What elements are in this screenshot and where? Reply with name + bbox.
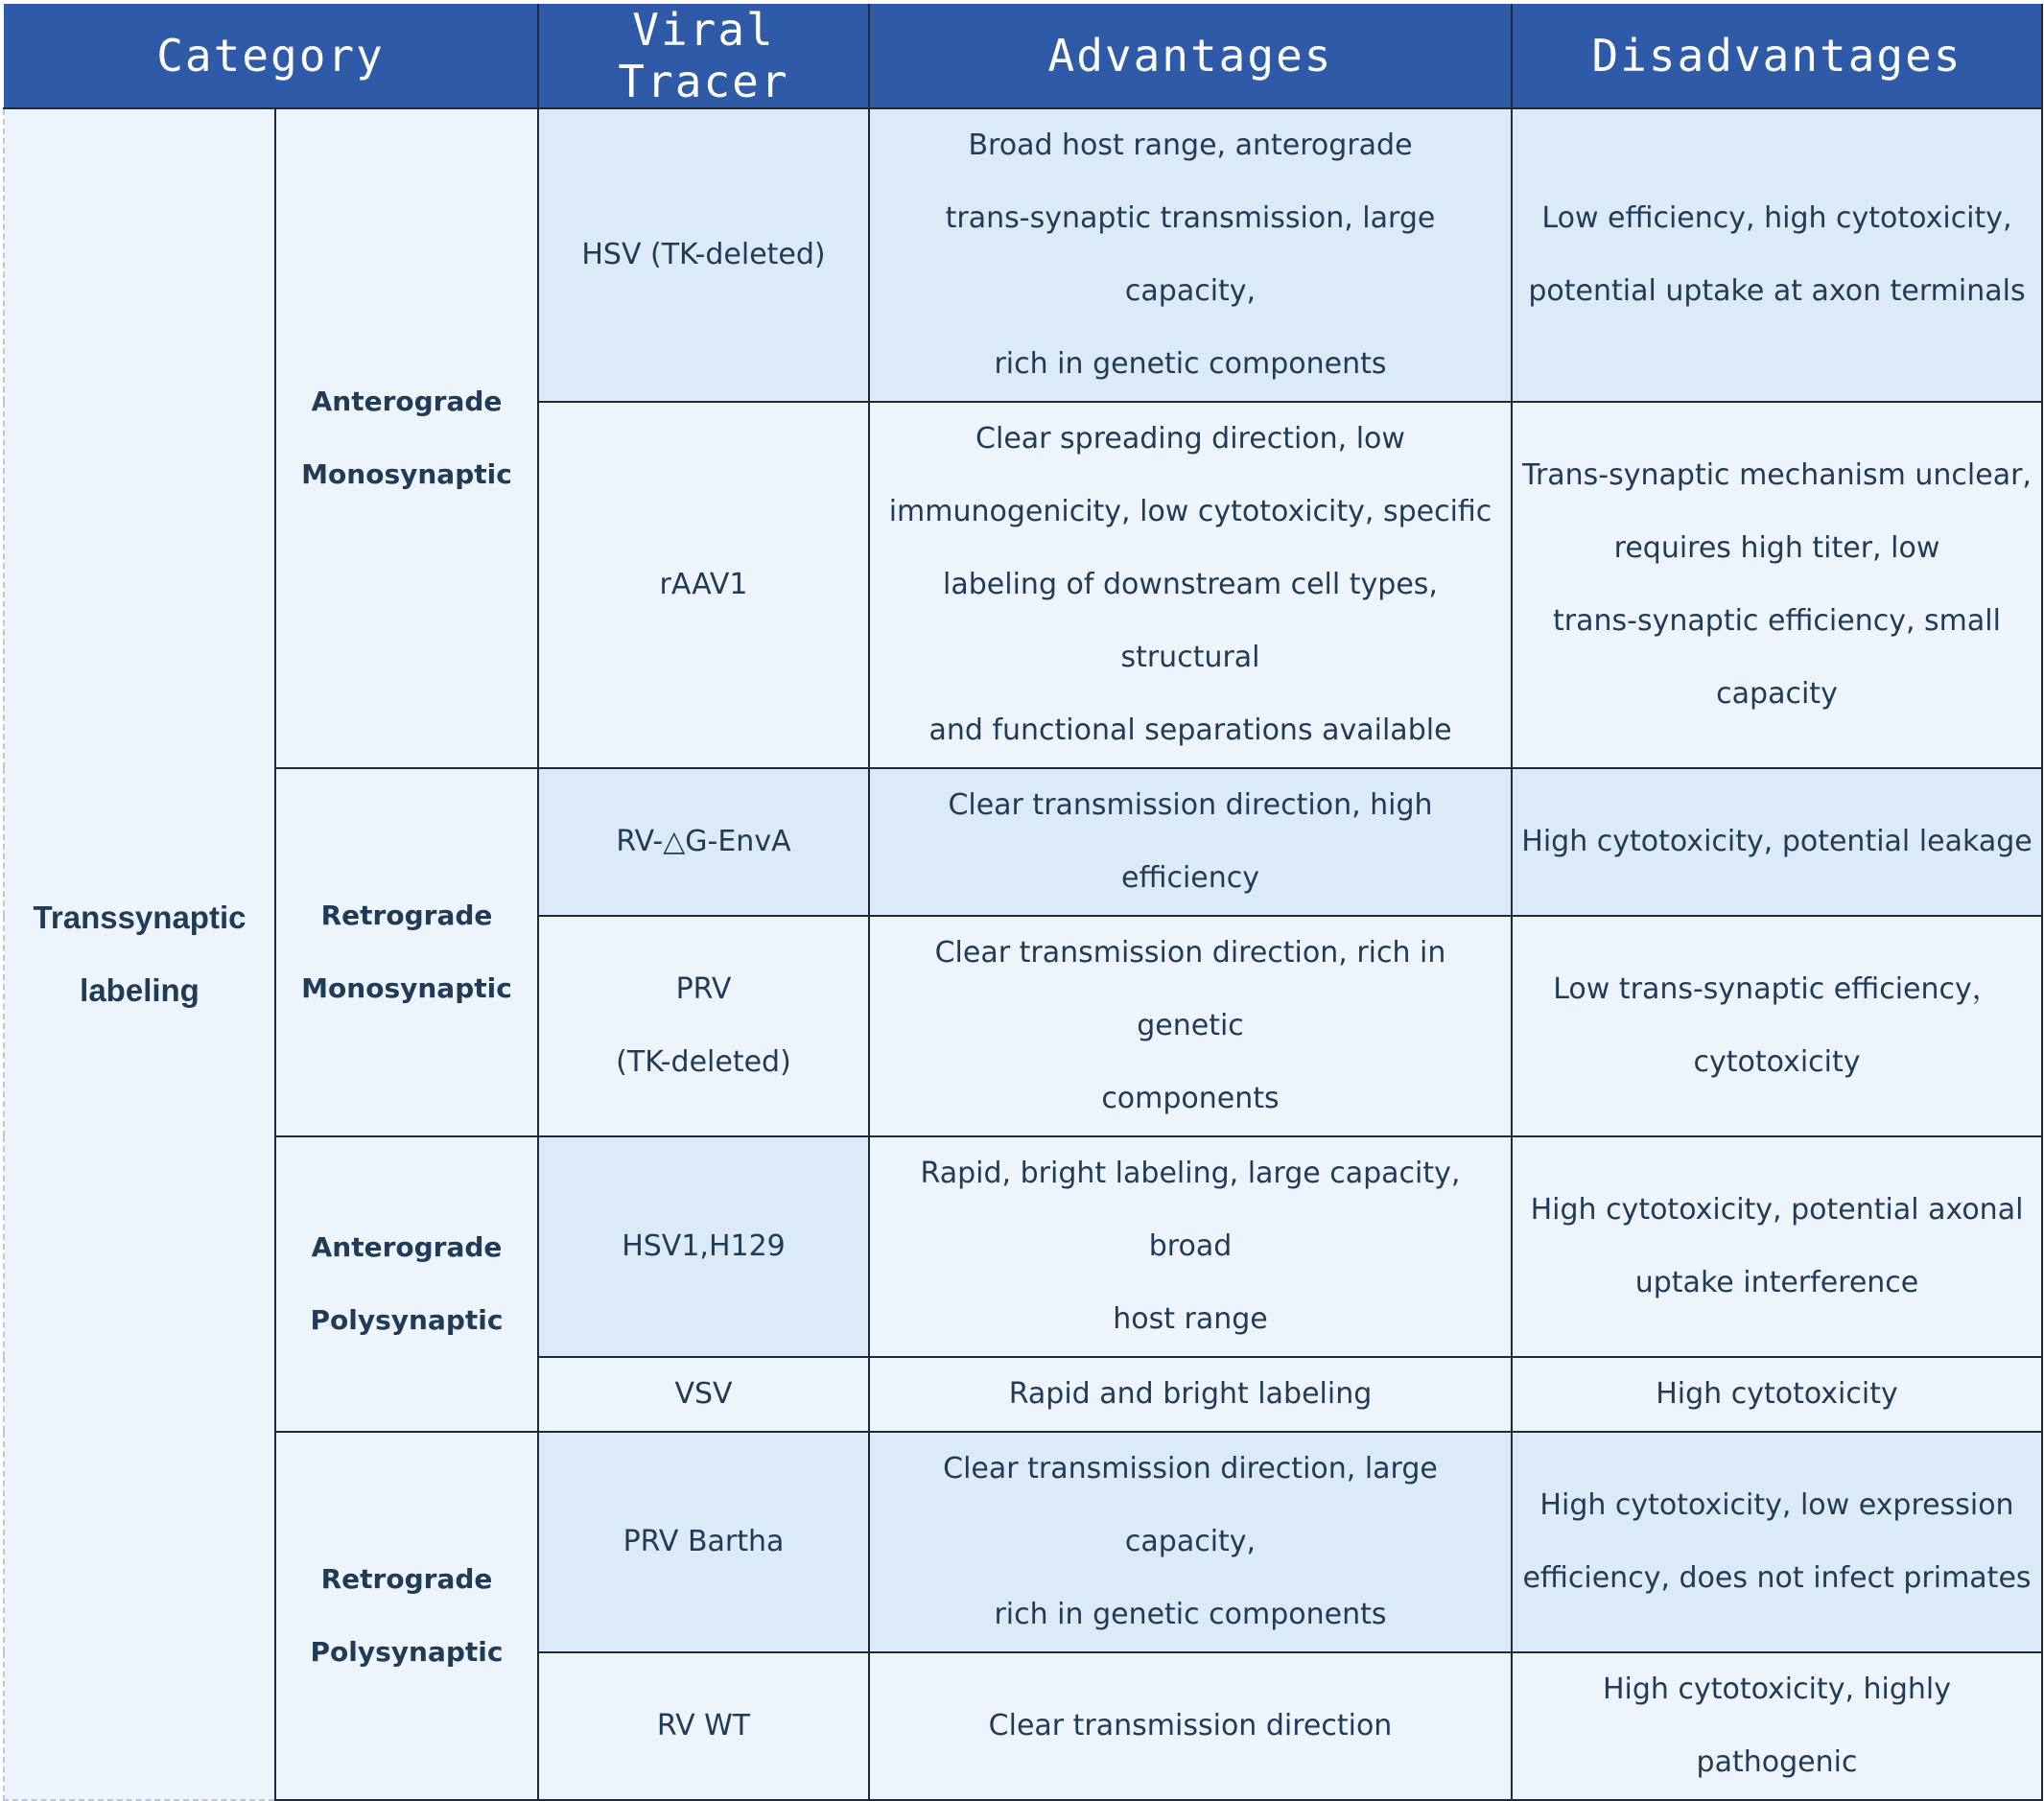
subcategory-cell xyxy=(275,108,538,768)
advantages-cell xyxy=(869,768,1512,916)
disadvantages-text: potential uptake at axon terminals xyxy=(1528,274,2026,308)
disadvantages-text: High cytotoxicity, low expression xyxy=(1539,1488,2014,1522)
header-row xyxy=(4,4,2042,108)
disadvantages-text: cytotoxicity xyxy=(1693,1045,1861,1079)
tracer-text: PRV Bartha xyxy=(623,1525,785,1558)
comparison-table-container xyxy=(3,4,2041,1779)
disadvantages-cell xyxy=(1512,1432,2042,1652)
table-row xyxy=(4,1432,2042,1652)
tracer-text: VSV xyxy=(674,1377,733,1411)
disadvantages-text: Low efficiency, high cytotoxicity, xyxy=(1541,201,2012,235)
disadvantages-text: High cytotoxicity xyxy=(1656,1377,1898,1411)
tracer-cell xyxy=(538,768,869,916)
header-disadvantages: Disadvantages xyxy=(1512,4,2042,108)
disadvantages-text: Low trans-synaptic efficiency， xyxy=(1553,972,2001,1006)
subcategory-label-line: Monosynaptic xyxy=(301,972,512,1004)
disadvantages-text: trans-synaptic efficiency, small xyxy=(1553,604,2001,638)
tracer-cell xyxy=(538,1432,869,1652)
tracer-cell xyxy=(538,1357,869,1432)
disadvantages-cell xyxy=(1512,768,2042,916)
disadvantages-text: Trans-synaptic mechanism unclear, xyxy=(1522,458,2032,492)
advantages-cell xyxy=(869,916,1512,1136)
tracer-text: RV WT xyxy=(656,1709,751,1743)
advantages-text: labeling of downstream cell types, structural xyxy=(943,568,1438,674)
advantages-cell xyxy=(869,108,1512,402)
table-row xyxy=(4,768,2042,916)
disadvantages-cell xyxy=(1512,1357,2042,1432)
tracer-text: PRV xyxy=(675,972,732,1006)
subcategory-label-line: Anterograde xyxy=(311,386,503,417)
advantages-cell xyxy=(869,1136,1512,1357)
subcategory-cell xyxy=(275,1136,538,1432)
advantages-text: rich in genetic components xyxy=(994,347,1387,381)
subcategory-label-line: Anterograde xyxy=(311,1231,503,1263)
disadvantages-text: High cytotoxicity, potential leakage xyxy=(1521,825,2032,858)
subcategory-label-line: Retrograde xyxy=(320,1563,493,1595)
disadvantages-text: High cytotoxicity, highly pathogenic xyxy=(1602,1672,1952,1779)
category-label-line: Transsynaptic xyxy=(33,900,247,935)
advantages-text: immunogenicity, low cytotoxicity, specific xyxy=(888,495,1492,528)
advantages-cell xyxy=(869,1357,1512,1432)
viral-tracer-table xyxy=(3,4,2043,1801)
tracer-text: RV-△G-EnvA xyxy=(616,825,791,858)
tracer-text: (TK-deleted) xyxy=(616,1045,791,1079)
subcategory-label-line: Monosynaptic xyxy=(301,458,512,490)
advantages-text: Rapid and bright labeling xyxy=(1008,1377,1373,1411)
advantages-text: Clear transmission direction, large capacity, xyxy=(943,1452,1438,1558)
disadvantages-text: requires high titer, low xyxy=(1613,531,1940,565)
subcategory-cell xyxy=(275,1432,538,1800)
tracer-text: HSV1,H129 xyxy=(622,1229,786,1263)
advantages-text: Clear transmission direction xyxy=(988,1709,1393,1743)
advantages-text: Rapid, bright labeling, large capacity, broad xyxy=(920,1157,1461,1263)
tracer-cell xyxy=(538,402,869,768)
advantages-cell xyxy=(869,402,1512,768)
table-row xyxy=(4,1136,2042,1357)
subcategory-label-line: Polysynaptic xyxy=(310,1636,504,1668)
advantages-text: Clear spreading direction, low xyxy=(975,422,1405,456)
disadvantages-text: efficiency, does not infect primates xyxy=(1522,1561,2032,1595)
header-viral-tracer: Viral Tracer xyxy=(538,4,869,108)
advantages-text: Clear transmission direction, rich in genetic xyxy=(934,936,1446,1042)
disadvantages-text: uptake interference xyxy=(1634,1266,1919,1299)
disadvantages-text: High cytotoxicity, potential axonal xyxy=(1530,1193,2024,1227)
advantages-text: components xyxy=(1101,1082,1280,1115)
subcategory-label-line: Polysynaptic xyxy=(310,1304,504,1336)
advantages-text: Clear transmission direction, high efficiency xyxy=(948,788,1433,895)
advantages-text: trans-synaptic transmission, large capacity, xyxy=(945,201,1436,308)
advantages-cell xyxy=(869,1432,1512,1652)
category-label-line: labeling xyxy=(80,972,200,1008)
tracer-cell xyxy=(538,108,869,402)
tracer-cell xyxy=(538,1652,869,1800)
advantages-text: Broad host range, anterograde xyxy=(968,129,1413,162)
advantages-cell xyxy=(869,1652,1512,1800)
disadvantages-cell xyxy=(1512,1652,2042,1800)
tracer-text: HSV (TK-deleted) xyxy=(581,238,826,271)
advantages-text: host range xyxy=(1113,1302,1268,1336)
advantages-text: and functional separations available xyxy=(928,713,1452,747)
disadvantages-cell xyxy=(1512,916,2042,1136)
table-row xyxy=(4,108,2042,402)
tracer-cell xyxy=(538,1136,869,1357)
tracer-text: rAAV1 xyxy=(659,568,748,601)
subcategory-cell xyxy=(275,768,538,1136)
subcategory-label-line: Retrograde xyxy=(320,900,493,931)
disadvantages-cell xyxy=(1512,108,2042,402)
category-cell xyxy=(4,108,275,1800)
disadvantages-cell xyxy=(1512,402,2042,768)
header-category: Category xyxy=(4,4,538,108)
disadvantages-text: capacity xyxy=(1716,677,1838,711)
disadvantages-cell xyxy=(1512,1136,2042,1357)
header-advantages: Advantages xyxy=(869,4,1512,108)
tracer-cell xyxy=(538,916,869,1136)
advantages-text: rich in genetic components xyxy=(994,1598,1387,1631)
